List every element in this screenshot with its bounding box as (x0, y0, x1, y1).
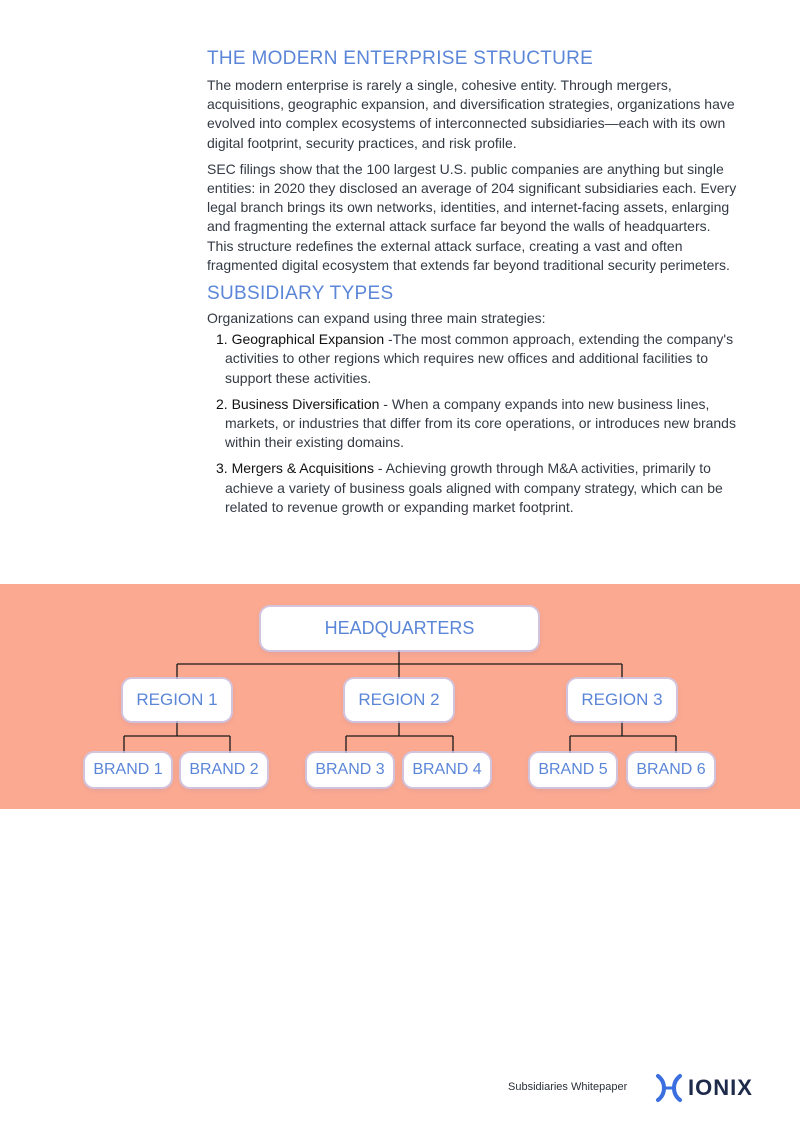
org-chart-diagram (0, 584, 800, 809)
list-item-term: Mergers & Acquisitions (231, 460, 374, 477)
ionix-logo (655, 1073, 753, 1103)
list-item: 1. Geographical Expansion -The most common approach, extending the company's activities to other regions which requires new offices and additional facilities to support these activities. (216, 331, 734, 386)
region-node: REGION 1 (123, 679, 231, 721)
region-node: REGION 3 (568, 679, 676, 721)
footer-doc-title: Subsidiaries Whitepaper (508, 1081, 628, 1093)
ionix-x-mark-icon (655, 1073, 683, 1103)
list-item-text: - Achieving growth through M&A activities, primarily to achieve a variety of business goals aligned with company strategy, which can be related to revenue growth or expanding market footprint. (225, 460, 723, 515)
brand-node: BRAND 6 (628, 753, 714, 787)
list-item: 3. Mergers & Acquisitions - Achieving growth through M&A activities, primarily to achieve a variety of business goals aligned with company strategy, which can be related to revenue growth or expanding market footprint. (216, 460, 723, 515)
brand-node: BRAND 1 (85, 753, 171, 787)
brand-node: BRAND 2 (181, 753, 267, 787)
brand-node: BRAND 4 (404, 753, 490, 787)
brand-node: BRAND 5 (530, 753, 616, 787)
logo-wordmark: IONIX (688, 1075, 753, 1100)
region-node: REGION 2 (345, 679, 453, 721)
paragraph-attack-surface: This structure redefines the external attack surface, creating a vast and often fragmented digital ecosystem that extends far beyond traditional security perimeters. (207, 237, 730, 273)
list-item-text: - When a company expands into new business lines, markets, or industries that differ from its core operations, or introduces new brands within their existing domains. (225, 395, 736, 451)
list-item-text: -The most common approach, extending the company's activities to other regions which requires new offices and additional facilities to support these activities. (225, 331, 734, 386)
section-heading-subsidiary-types: SUBSIDIARY TYPES (207, 283, 394, 305)
list-item: 2. Business Diversification - When a company expands into new business lines, markets, or industries that differ from its core operations, or introduces new brands within their existing domains. (216, 395, 736, 451)
list-item-term: Geographical Expansion (231, 331, 385, 348)
headquarters-node: HEADQUARTERS (261, 607, 538, 650)
paragraph-sec-filings: SEC filings show that the 100 largest U.S. public companies are anything but single entities: in 2020 they disclosed an average of 204 significant subsidiaries each. Every legal branch brings its own networks, identities, and internet-facing assets, enlarging and fragmenting the external attack surface far beyond the walls of headquarters. (207, 160, 737, 235)
strategy-list (216, 330, 752, 517)
main-content (207, 46, 752, 524)
list-item-term: Business Diversification (231, 395, 380, 412)
subsidiary-intro: Organizations can expand using three main strategies: (207, 310, 546, 327)
section-heading-enterprise: THE MODERN ENTERPRISE STRUCTURE (207, 48, 594, 69)
paragraph-intro: The modern enterprise is rarely a single, cohesive entity. Through mergers, acquisitions, geographic expansion, and diversification strategies, organizations have evolved into complex ecosystems of interconnected subsidiaries—each with its own digital footprint, security practices, and risk profile. (207, 77, 735, 151)
brand-node: BRAND 3 (307, 753, 393, 787)
